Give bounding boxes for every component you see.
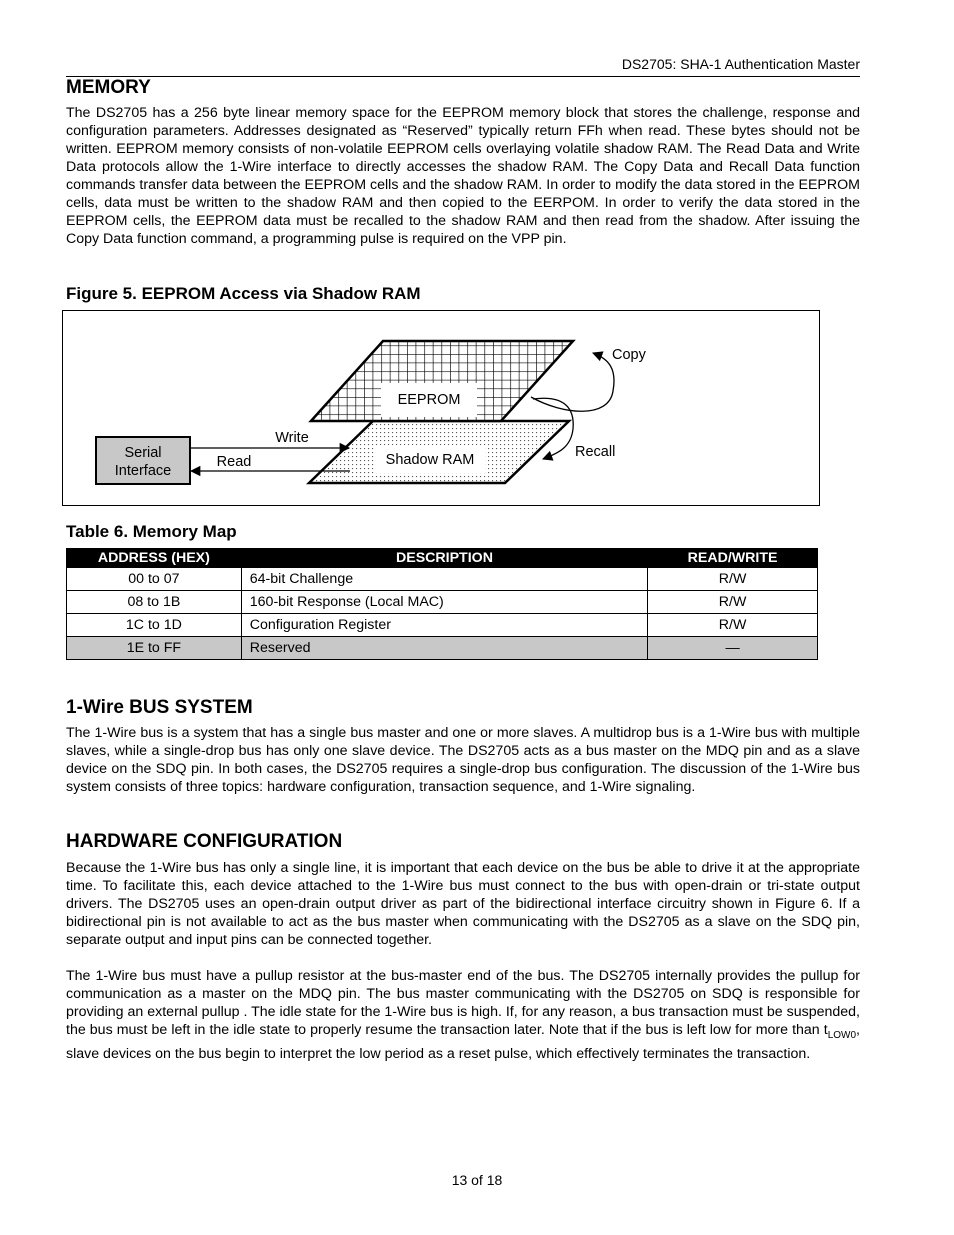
read-label: Read — [216, 454, 252, 470]
memory-heading: MEMORY — [66, 77, 151, 98]
description-cell: 160-bit Response (Local MAC) — [241, 591, 647, 614]
memory-map-table — [66, 548, 818, 660]
table-caption: Table 6. Memory Map — [66, 522, 237, 541]
read-write-cell: — — [648, 637, 818, 660]
column-header-read-write: READ/WRITE — [648, 549, 818, 568]
read-write-cell: R/W — [648, 591, 818, 614]
page-header — [66, 56, 860, 77]
address-cell: 08 to 1B — [67, 591, 242, 614]
table-row — [67, 568, 818, 591]
tlow0-subscript: LOW0 — [827, 1029, 857, 1041]
table-header-row — [67, 549, 818, 568]
column-header-address: ADDRESS (HEX) — [67, 549, 242, 568]
recall-label: Recall — [575, 444, 616, 460]
onewire-paragraph: The 1-Wire bus is a system that has a single bus master and one or more slaves. A multidrop bus is a 1-Wire bus with multiple slaves, while a single-drop bus has only one slave device. The DS2705 acts as a bus master on the MDQ pin and as a slave device on the SDQ pin. In both cases, the DS2705 requires a single-drop bus configuration. The discussion of the 1-Wire bus system consists of three topics: hardware configuration, transaction sequence, and 1-Wire signaling. — [66, 725, 860, 795]
copy-label: Copy — [612, 347, 646, 363]
column-header-description: DESCRIPTION — [241, 549, 647, 568]
read-write-cell: R/W — [648, 614, 818, 637]
hardware-paragraph-2-text-end: , slave devices on the bus begin to interpret the low period as a reset pulse, which effectively terminates the transaction. — [66, 1022, 860, 1062]
table-row — [67, 614, 818, 637]
figure-caption: Figure 5. EEPROM Access via Shadow RAM — [66, 284, 421, 303]
write-label: Write — [275, 430, 309, 446]
figure-diagram — [63, 311, 821, 507]
table-row — [67, 591, 818, 614]
hardware-paragraph-2-text: The 1-Wire bus must have a pullup resistor at the bus-master end of the bus. The DS2705 internally provides the pullup for communication as a master on the MDQ pin. The bus master communicating with the DS2705 on SDQ is responsible for providing an external pullup . The idle state for the 1-Wire bus is high. If, for any reason, a bus transaction must be suspended, the bus must be left in the idle state to properly resume the transaction later. Note that if the bus is left low for more than t — [66, 968, 860, 1038]
eeprom-shadow-ram-figure — [62, 310, 820, 506]
memory-paragraph: The DS2705 has a 256 byte linear memory space for the EEPROM memory block that stores the challenge, response and configuration parameters. Addresses designated as “Reserved” typically return FFh when read. These bytes should not be written. EEPROM memory consists of non-volatile EEPROM cells overlaying volatile shadow RAM. The Read Data and Write Data protocols allow the 1-Wire interface to directly accesses the shadow RAM. The Copy Data and Recall Data function commands transfer data between the EEPROM cells and the shadow RAM. In order to modify the data stored in the EEPROM cells, data must be written to the shadow RAM and then copied to the EERPOM. In order to verify the data stored in the EEPROM cells, the EEPROM data must be recalled to the shadow RAM and then read from the shadow. After issuing the Copy Data function command, a programming pulse is required on the VPP pin. — [66, 105, 860, 247]
table-row-reserved — [67, 637, 818, 660]
address-cell: 00 to 07 — [67, 568, 242, 591]
description-cell: Configuration Register — [241, 614, 647, 637]
hardware-paragraph-2 — [66, 967, 860, 1063]
hardware-heading: HARDWARE CONFIGURATION — [66, 831, 343, 852]
serial-interface-label-line2: Interface — [114, 463, 172, 479]
eeprom-label: EEPROM — [397, 392, 461, 408]
serial-interface-label-line1: Serial — [124, 445, 162, 461]
read-write-cell: R/W — [648, 568, 818, 591]
address-cell: 1C to 1D — [67, 614, 242, 637]
address-cell: 1E to FF — [67, 637, 242, 660]
shadow-ram-label: Shadow RAM — [385, 452, 475, 468]
description-cell: Reserved — [241, 637, 647, 660]
document-title: DS2705: SHA-1 Authentication Master — [621, 56, 860, 72]
onewire-heading: 1-Wire BUS SYSTEM — [66, 697, 253, 718]
description-cell: 64-bit Challenge — [241, 568, 647, 591]
page-number: 13 of 18 — [451, 1172, 503, 1188]
hardware-paragraph-1: Because the 1-Wire bus has only a single line, it is important that each device on the bus be able to drive it at the appropriate time. To facilitate this, each device attached to the 1-Wire bus must connect to the bus with open-drain or tri-state output drivers. The DS2705 uses an open-drain output driver as part of the bidirectional interface circuitry shown in Figure 6. If a bidirectional pin is not available to act as the bus master when communicating with the DS2705 as a slave on the SDQ pin, separate output and input pins can be connected together. — [66, 860, 860, 948]
